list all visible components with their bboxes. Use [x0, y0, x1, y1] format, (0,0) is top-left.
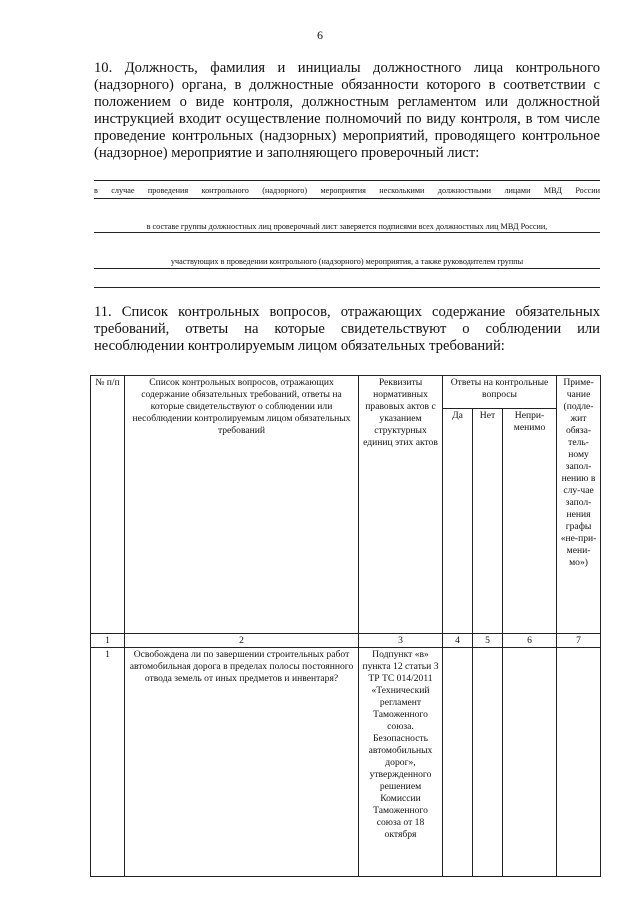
header-requisites: Реквизиты нормативных правовых актов с указанием структурных единиц этих актов	[359, 376, 443, 634]
header-answers: Ответы на контрольные вопросы	[443, 376, 557, 409]
column-number: 7	[557, 634, 601, 648]
fill-line-caption: в случае проведения контрольного (надзорного) мероприятия несколькими должностными лицами МВД России	[94, 186, 600, 195]
table-header-row	[91, 376, 601, 409]
section-10-paragraph: 10. Должность, фамилия и инициалы должностного лица контрольного (надзорного) органа, в должностные обязанности которого в соответствии с положением о виде контроля, должностным регламентом или должностной инструкцией входит осуществление полномочий по виду контроля, в том числе проведение контрольных (надзорных) мероприятий, проводящего контрольное (надзорное) мероприятие и заполняющего проверочный лист:	[94, 60, 600, 161]
fill-line-caption: в составе группы должностных лиц проверочный лист заверяется подписями всех должностных лиц МВД России,	[146, 222, 548, 231]
row-requisites: Подпункт «в» пункта 12 статьи 3 ТР ТС 014/2011 «Технический регламент Таможенного союза. Безопасность автомобильных дорог», утвержденного решением Комиссии Таможенного союза от 18 октября	[359, 648, 443, 877]
column-number: 3	[359, 634, 443, 648]
header-note: Приме-чание (подле-жит обяза-тель-ному запол-нению в слу-чае запол-нения графы «не-при-мени-мо»)	[557, 376, 601, 634]
fill-line	[94, 198, 600, 199]
row-answer-not-applicable[interactable]	[503, 648, 557, 877]
page-number: 6	[317, 28, 323, 42]
column-number: 5	[473, 634, 503, 648]
fill-line	[94, 287, 600, 288]
column-number: 1	[91, 634, 125, 648]
fill-line	[94, 232, 600, 233]
fill-line	[94, 180, 600, 181]
table-row	[91, 648, 601, 877]
row-num: 1	[91, 648, 125, 877]
column-number: 2	[125, 634, 359, 648]
header-not-applicable: Непри-менимо	[503, 409, 557, 634]
header-num: № п/п	[91, 376, 125, 634]
header-no: Нет	[473, 409, 503, 634]
row-note[interactable]	[557, 648, 601, 877]
fill-line-caption: участвующих в проведении контрольного (надзорного) мероприятия, а также руководителем группы	[170, 257, 524, 266]
row-question: Освобождена ли по завершении строительных работ автомобильная дорога в пределах полосы постоянного отвода земель от иных предметов и инвентаря?	[125, 648, 359, 877]
fill-line	[94, 268, 600, 269]
section-11-paragraph: 11. Список контрольных вопросов, отражающих содержание обязательных требований, ответы на которые свидетельствуют о соблюдении или несоблюдении контролируемым лицом обязательных требований:	[94, 304, 600, 354]
header-questions: Список контрольных вопросов, отражающих содержание обязательных требований, ответы на которые свидетельствуют о соблюдении или несоблюдении контролируемым лицом обязательных требований	[125, 376, 359, 634]
row-answer-no[interactable]	[473, 648, 503, 877]
header-yes: Да	[443, 409, 473, 634]
checklist-table	[90, 375, 601, 877]
column-number: 6	[503, 634, 557, 648]
column-number-row	[91, 634, 601, 648]
row-answer-yes[interactable]	[443, 648, 473, 877]
column-number: 4	[443, 634, 473, 648]
